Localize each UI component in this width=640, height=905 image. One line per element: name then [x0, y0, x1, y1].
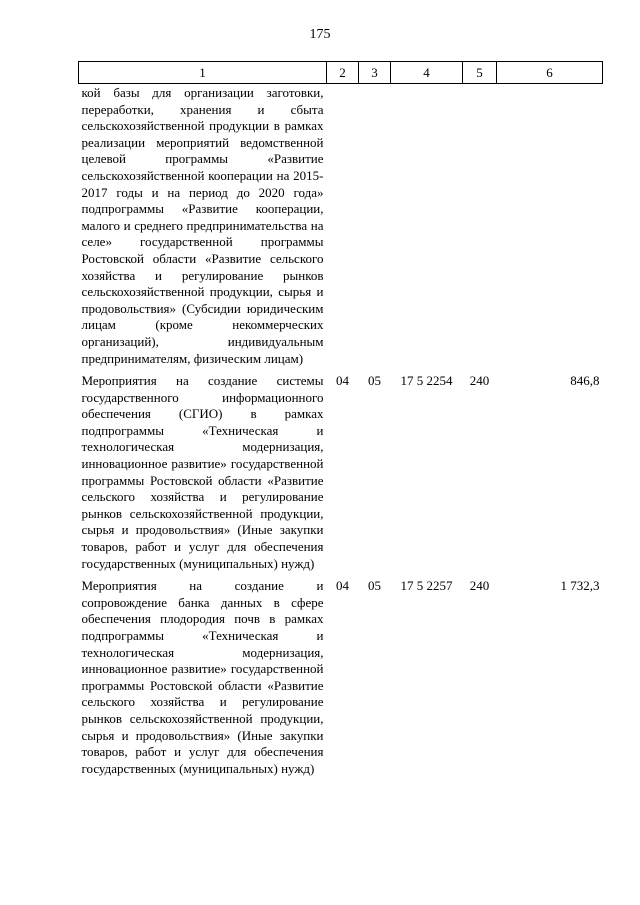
row-target-article: 17 5 2257: [400, 578, 453, 594]
row-expense-type: 240: [469, 373, 490, 389]
header-col-2: 2: [327, 62, 359, 84]
row-section: [327, 84, 359, 368]
header-col-1: 1: [79, 62, 327, 84]
row-target-article: [391, 84, 463, 368]
row-amount: 1 732,3: [560, 578, 600, 594]
row-description: кой базы для организации заготовки, переработки, хранения и сбыта сельскохозяйственной продукции в рамках реализации мероприятий ведомственной целевой программы «Развитие сельскохозяйственной кооперации на 2015-2017 годы и на период до 2020 года» подпрограммы «Развитие кооперации, малого и среднего предпринимательства на селе» государственной программы Ростовской области «Развитие сельского хозяйства и регулирование рынков сельскохозяйственной продукции, сырья и продовольствия» (Субсидии юридическим лицам (кроме некоммерческих организаций), индивидуальным предпринимателям, физическим лицам): [81, 85, 324, 366]
row-subsection: 05: [368, 373, 381, 389]
row-target-article: 17 5 2254: [400, 373, 453, 389]
row-subsection: 05: [368, 578, 381, 594]
row-section: 04: [336, 373, 349, 389]
row-expense-type: [463, 84, 497, 368]
budget-table: [78, 61, 603, 777]
table-header-row: [79, 62, 603, 84]
table-row: [79, 367, 603, 572]
row-amount: [497, 84, 603, 368]
row-section: 04: [336, 578, 349, 594]
header-col-4: 4: [391, 62, 463, 84]
table-row: [79, 84, 603, 368]
header-col-6: 6: [497, 62, 603, 84]
row-expense-type: 240: [469, 578, 490, 594]
table-row: [79, 572, 603, 777]
page-number: 175: [309, 27, 331, 42]
row-amount: 846,8: [570, 373, 600, 389]
row-description: Мероприятия на создание и сопровождение банка данных в сфере обеспечения плодородия почв в рамках подпрограммы «Техническая и технологическая модернизация, инновационное развитие» государственной программы Ростовской области «Развитие сельского хозяйства и регулирование рынков сельскохозяйственной продукции, сырья и продовольствия» (Иные закупки товаров, работ и услуг для обеспечения государственных (муниципальных) нужд): [81, 578, 324, 776]
header-col-3: 3: [359, 62, 391, 84]
header-col-5: 5: [463, 62, 497, 84]
row-description: Мероприятия на создание системы государственного информационного обеспечения (СГИО) в рамках подпрограммы «Техническая и технологическая модернизация, инновационное развитие» государственной программы Ростовской области «Развитие сельского хозяйства и регулирование рынков сельскохозяйственной продукции, сырья и продовольствия» (Иные закупки товаров, работ и услуг для обеспечения государственных (муниципальных) нужд): [81, 373, 324, 571]
row-subsection: [359, 84, 391, 368]
